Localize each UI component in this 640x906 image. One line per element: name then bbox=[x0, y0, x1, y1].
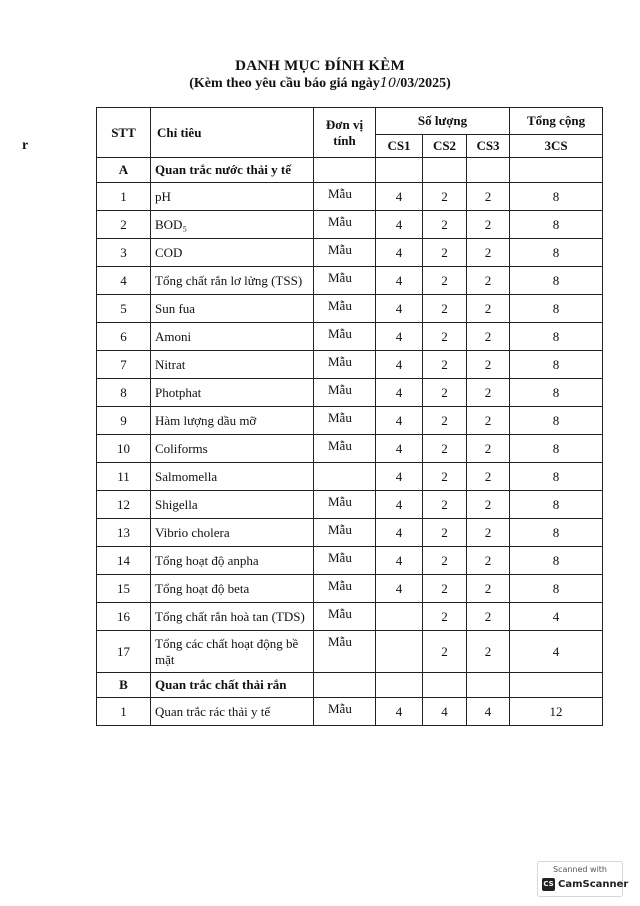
row-total: 8 bbox=[510, 547, 603, 575]
row-chitieu: Shigella bbox=[151, 491, 314, 519]
row-cs1: 4 bbox=[376, 379, 423, 407]
row-chitieu: COD bbox=[151, 239, 314, 267]
row-cs2: 2 bbox=[423, 379, 467, 407]
row-chitieu: Tổng hoạt độ beta bbox=[151, 575, 314, 603]
header-stt: STT bbox=[97, 108, 151, 158]
row-total: 8 bbox=[510, 575, 603, 603]
items-table bbox=[96, 107, 603, 726]
header-donvi: Đơn vị tính bbox=[314, 108, 376, 158]
row-total: 8 bbox=[510, 351, 603, 379]
row-donvi: Mẫu bbox=[314, 295, 376, 323]
section-code: A bbox=[97, 158, 151, 183]
row-chitieu: Tổng chất rắn hoà tan (TDS) bbox=[151, 603, 314, 631]
row-donvi: Mẫu bbox=[314, 435, 376, 463]
row-total: 8 bbox=[510, 519, 603, 547]
row-cs1: 4 bbox=[376, 211, 423, 239]
row-chitieu: Coliforms bbox=[151, 435, 314, 463]
row-stt: 9 bbox=[97, 407, 151, 435]
row-stt: 13 bbox=[97, 519, 151, 547]
row-chitieu: Amoni bbox=[151, 323, 314, 351]
row-cs3: 2 bbox=[467, 463, 510, 491]
row-donvi: Mẫu bbox=[314, 211, 376, 239]
row-cs3: 2 bbox=[467, 435, 510, 463]
row-cs2: 2 bbox=[423, 239, 467, 267]
row-chitieu: Nitrat bbox=[151, 351, 314, 379]
row-total: 8 bbox=[510, 183, 603, 211]
table-row bbox=[97, 211, 603, 239]
row-donvi bbox=[314, 463, 376, 491]
section-row bbox=[97, 673, 603, 698]
table-row bbox=[97, 351, 603, 379]
empty-cell bbox=[314, 673, 376, 698]
row-cs2: 2 bbox=[423, 183, 467, 211]
document-subtitle bbox=[0, 76, 640, 92]
row-chitieu: Tổng chất rắn lơ lửng (TSS) bbox=[151, 267, 314, 295]
row-cs2: 2 bbox=[423, 603, 467, 631]
row-cs1 bbox=[376, 603, 423, 631]
row-chitieu: BOD₅ bbox=[151, 211, 314, 239]
row-stt: 4 bbox=[97, 267, 151, 295]
table-row bbox=[97, 603, 603, 631]
row-total: 8 bbox=[510, 407, 603, 435]
row-stt: 14 bbox=[97, 547, 151, 575]
row-stt: 17 bbox=[97, 631, 151, 673]
row-cs3: 2 bbox=[467, 323, 510, 351]
table-row bbox=[97, 239, 603, 267]
row-cs2: 2 bbox=[423, 491, 467, 519]
row-stt: 2 bbox=[97, 211, 151, 239]
subtitle-suffix: /03/2025) bbox=[396, 76, 451, 91]
table-row bbox=[97, 183, 603, 211]
row-cs1: 4 bbox=[376, 407, 423, 435]
row-chitieu: Tổng hoạt độ anpha bbox=[151, 547, 314, 575]
row-cs1: 4 bbox=[376, 575, 423, 603]
row-stt: 1 bbox=[97, 183, 151, 211]
row-stt: 1 bbox=[97, 698, 151, 726]
table-row bbox=[97, 295, 603, 323]
row-chitieu: Quan trắc rác thải y tế bbox=[151, 698, 314, 726]
row-donvi: Mẫu bbox=[314, 519, 376, 547]
header-cs3: CS3 bbox=[467, 135, 510, 158]
document-title: DANH MỤC ĐÍNH KÈM bbox=[235, 58, 405, 74]
empty-cell bbox=[510, 673, 603, 698]
empty-cell bbox=[510, 158, 603, 183]
row-cs2: 2 bbox=[423, 631, 467, 673]
row-stt: 7 bbox=[97, 351, 151, 379]
row-cs2: 2 bbox=[423, 323, 467, 351]
section-name: Quan trắc nước thải y tế bbox=[151, 158, 314, 183]
row-total: 12 bbox=[510, 698, 603, 726]
row-donvi: Mẫu bbox=[314, 407, 376, 435]
row-cs1: 4 bbox=[376, 323, 423, 351]
row-cs2: 2 bbox=[423, 211, 467, 239]
row-cs2: 2 bbox=[423, 435, 467, 463]
row-total: 8 bbox=[510, 491, 603, 519]
row-donvi: Mẫu bbox=[314, 547, 376, 575]
empty-cell bbox=[467, 158, 510, 183]
row-stt: 11 bbox=[97, 463, 151, 491]
table-row bbox=[97, 463, 603, 491]
row-cs3: 2 bbox=[467, 575, 510, 603]
row-donvi: Mẫu bbox=[314, 323, 376, 351]
row-cs1: 4 bbox=[376, 547, 423, 575]
row-donvi: Mẫu bbox=[314, 379, 376, 407]
row-stt: 15 bbox=[97, 575, 151, 603]
row-total: 4 bbox=[510, 631, 603, 673]
row-cs1: 4 bbox=[376, 183, 423, 211]
row-donvi: Mẫu bbox=[314, 183, 376, 211]
camscanner-watermark bbox=[537, 861, 629, 897]
table-row bbox=[97, 547, 603, 575]
row-cs3: 2 bbox=[467, 267, 510, 295]
row-cs2: 2 bbox=[423, 463, 467, 491]
row-donvi: Mẫu bbox=[314, 267, 376, 295]
table-row bbox=[97, 575, 603, 603]
empty-cell bbox=[423, 673, 467, 698]
row-total: 8 bbox=[510, 463, 603, 491]
row-cs1: 4 bbox=[376, 491, 423, 519]
row-stt: 6 bbox=[97, 323, 151, 351]
row-cs1: 4 bbox=[376, 463, 423, 491]
row-cs2: 4 bbox=[423, 698, 467, 726]
row-cs3: 2 bbox=[467, 211, 510, 239]
table-row bbox=[97, 631, 603, 673]
row-total: 8 bbox=[510, 239, 603, 267]
row-cs1: 4 bbox=[376, 239, 423, 267]
table-row bbox=[97, 323, 603, 351]
row-donvi: Mẫu bbox=[314, 698, 376, 726]
row-stt: 8 bbox=[97, 379, 151, 407]
table-row bbox=[97, 267, 603, 295]
row-cs3: 4 bbox=[467, 698, 510, 726]
table-row bbox=[97, 491, 603, 519]
row-cs2: 2 bbox=[423, 267, 467, 295]
row-stt: 12 bbox=[97, 491, 151, 519]
subtitle-prefix: (Kèm theo yêu cầu báo giá ngày bbox=[189, 76, 380, 91]
row-total: 4 bbox=[510, 603, 603, 631]
margin-mark: r bbox=[22, 138, 29, 153]
row-donvi: Mẫu bbox=[314, 491, 376, 519]
row-total: 8 bbox=[510, 295, 603, 323]
row-total: 8 bbox=[510, 435, 603, 463]
empty-cell bbox=[376, 158, 423, 183]
row-cs3: 2 bbox=[467, 351, 510, 379]
table-body bbox=[97, 158, 603, 726]
section-row bbox=[97, 158, 603, 183]
row-total: 8 bbox=[510, 267, 603, 295]
row-cs1: 4 bbox=[376, 435, 423, 463]
header-cs1: CS1 bbox=[376, 135, 423, 158]
row-cs3: 2 bbox=[467, 491, 510, 519]
row-donvi: Mẫu bbox=[314, 631, 376, 673]
section-name: Quan trắc chất thải rắn bbox=[151, 673, 314, 698]
row-cs3: 2 bbox=[467, 519, 510, 547]
row-chitieu: pH bbox=[151, 183, 314, 211]
section-code: B bbox=[97, 673, 151, 698]
row-total: 8 bbox=[510, 323, 603, 351]
table-row bbox=[97, 435, 603, 463]
row-donvi: Mẫu bbox=[314, 351, 376, 379]
row-cs1: 4 bbox=[376, 351, 423, 379]
row-cs2: 2 bbox=[423, 547, 467, 575]
row-cs2: 2 bbox=[423, 575, 467, 603]
header-chitieu: Chỉ tiêu bbox=[151, 108, 314, 158]
header-3cs: 3CS bbox=[510, 135, 603, 158]
header-cs2: CS2 bbox=[423, 135, 467, 158]
row-donvi: Mẫu bbox=[314, 575, 376, 603]
row-cs3: 2 bbox=[467, 239, 510, 267]
row-chitieu: Salmomella bbox=[151, 463, 314, 491]
row-cs1: 4 bbox=[376, 519, 423, 547]
row-stt: 3 bbox=[97, 239, 151, 267]
row-cs2: 2 bbox=[423, 351, 467, 379]
row-cs3: 2 bbox=[467, 183, 510, 211]
row-cs1: 4 bbox=[376, 267, 423, 295]
table-row bbox=[97, 698, 603, 726]
row-cs2: 2 bbox=[423, 519, 467, 547]
row-stt: 5 bbox=[97, 295, 151, 323]
row-cs2: 2 bbox=[423, 407, 467, 435]
row-chitieu: Tổng các chất hoạt động bề mặt bbox=[151, 631, 314, 673]
header-soluong: Số lượng bbox=[376, 108, 510, 135]
header-tongcong: Tổng cộng bbox=[510, 108, 603, 135]
camscanner-logo-icon: CS bbox=[542, 878, 555, 891]
table-row bbox=[97, 379, 603, 407]
row-chitieu: Hàm lượng dầu mỡ bbox=[151, 407, 314, 435]
camscanner-name: CamScanner bbox=[558, 878, 629, 890]
empty-cell bbox=[467, 673, 510, 698]
row-chitieu: Vibrio cholera bbox=[151, 519, 314, 547]
empty-cell bbox=[314, 158, 376, 183]
row-cs1: 4 bbox=[376, 295, 423, 323]
row-stt: 16 bbox=[97, 603, 151, 631]
row-cs3: 2 bbox=[467, 407, 510, 435]
row-cs3: 2 bbox=[467, 547, 510, 575]
empty-cell bbox=[423, 158, 467, 183]
row-cs3: 2 bbox=[467, 631, 510, 673]
row-total: 8 bbox=[510, 379, 603, 407]
row-total: 8 bbox=[510, 211, 603, 239]
row-donvi: Mẫu bbox=[314, 239, 376, 267]
row-cs3: 2 bbox=[467, 603, 510, 631]
row-donvi: Mẫu bbox=[314, 603, 376, 631]
row-cs2: 2 bbox=[423, 295, 467, 323]
row-stt: 10 bbox=[97, 435, 151, 463]
row-cs3: 2 bbox=[467, 379, 510, 407]
row-chitieu: Photphat bbox=[151, 379, 314, 407]
scanned-with-text: Scanned with bbox=[552, 865, 608, 874]
row-chitieu: Sun fua bbox=[151, 295, 314, 323]
row-cs1 bbox=[376, 631, 423, 673]
subtitle-handwritten-day: 10 bbox=[379, 76, 397, 91]
table-row bbox=[97, 519, 603, 547]
empty-cell bbox=[376, 673, 423, 698]
row-cs1: 4 bbox=[376, 698, 423, 726]
table-row bbox=[97, 407, 603, 435]
row-cs3: 2 bbox=[467, 295, 510, 323]
